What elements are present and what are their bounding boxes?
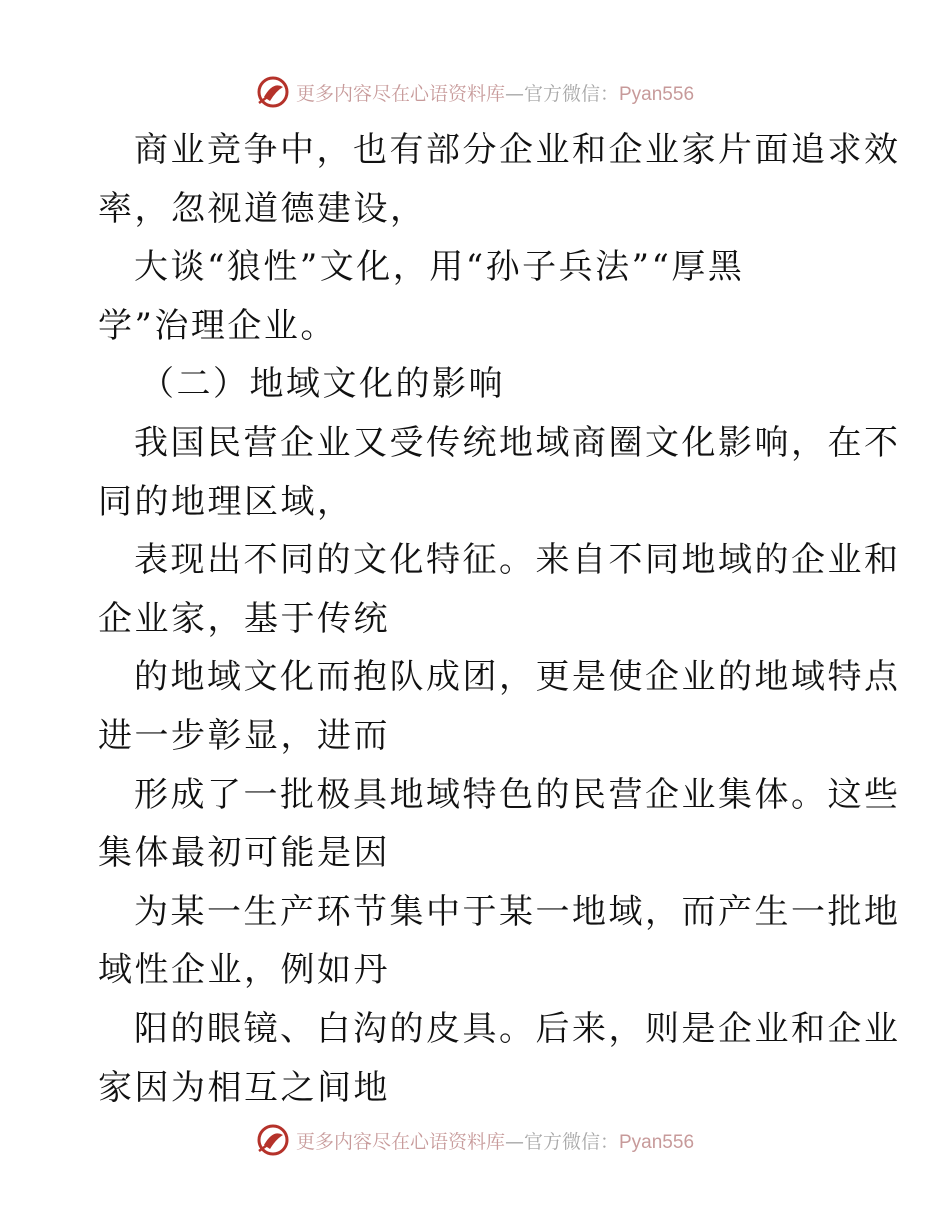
watermark-wechat-id: Pyan556 [619, 1131, 695, 1153]
brand-logo-icon [256, 75, 290, 109]
watermark-separator: — [504, 82, 524, 105]
body-line: 形成了一批极具地域特色的民营企业集体。这些 [134, 774, 901, 815]
watermark-text [296, 79, 694, 106]
watermark-brand: 更多内容尽在心语资料库 [295, 1130, 505, 1153]
body-line: 企业家，基于传统 [98, 598, 390, 639]
body-line: 学”治理企业。 [98, 305, 337, 346]
brand-logo-icon [256, 1123, 290, 1157]
body-line: 同的地理区域， [98, 481, 354, 522]
document-body [98, 121, 901, 1117]
body-line: 进一步彰显，进而 [98, 715, 390, 756]
body-line: 率，忽视道德建设， [98, 188, 427, 229]
body-line: 阳的眼镜、白沟的皮具。后来，则是企业和企业 [134, 1008, 901, 1049]
watermark-wechat-label: 官方微信： [523, 82, 619, 105]
section-heading: （二）地域文化的影响 [140, 364, 505, 405]
body-line: 域性企业，例如丹 [98, 950, 390, 991]
watermark-separator: — [504, 1130, 524, 1153]
body-line: 我国民营企业又受传统地域商圈文化影响，在不 [134, 422, 901, 463]
header-watermark [0, 72, 950, 112]
body-line: 家因为相互之间地 [98, 1067, 390, 1108]
watermark-wechat-id: Pyan556 [619, 83, 695, 105]
watermark-brand: 更多内容尽在心语资料库 [295, 82, 505, 105]
body-line: 为某一生产环节集中于某一地域，而产生一批地 [134, 891, 901, 932]
watermark-text [296, 1127, 694, 1154]
body-line: 大谈“狼性”文化，用“孙子兵法”“厚黑 [134, 247, 745, 288]
body-line: 的地域文化而抱队成团，更是使企业的地域特点 [134, 657, 901, 698]
body-line: 表现出不同的文化特征。来自不同地域的企业和 [134, 540, 901, 581]
body-line: 商业竞争中，也有部分企业和企业家片面追求效 [134, 130, 901, 170]
footer-watermark [0, 1120, 950, 1160]
body-line: 集体最初可能是因 [98, 833, 390, 874]
watermark-wechat-label: 官方微信： [523, 1130, 619, 1153]
